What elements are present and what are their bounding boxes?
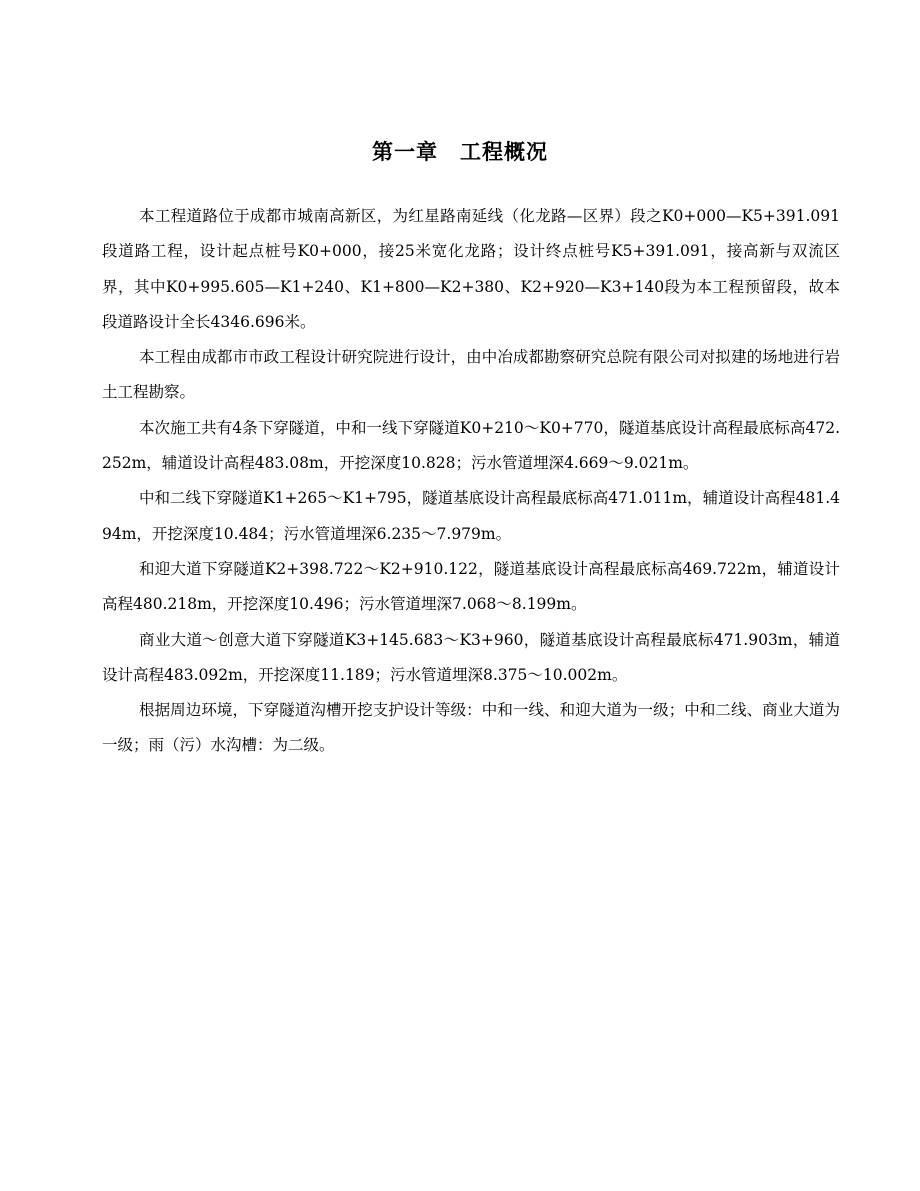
paragraph-tunnel-zhonghe-line-1: 本次施工共有4条下穿隧道，中和一线下穿隧道K0+210～K0+770，隧道基底设计高程最底标高472.252m，辅道设计高程483.08m，开挖深度10.828；污水管道埋深4.669～9.021m。 <box>102 418 840 473</box>
paragraph-tunnel-shangye-chuangyi: 商业大道～创意大道下穿隧道K3+145.683～K3+960，隧道基底设计高程最底标471.903m，辅道设计高程483.092m，开挖深度11.189；污水管道埋深8.375～10.002m。 <box>102 630 840 684</box>
paragraph-tunnel-heying-avenue: 和迎大道下穿隧道K2+398.722～K2+910.122，隧道基底设计高程最底标高469.722m，辅道设计高程480.218m，开挖深度10.496；污水管道埋深7.068～8.199m。 <box>102 559 840 614</box>
paragraph-support-design-grade: 根据周边环境，下穿隧道沟槽开挖支护设计等级：中和一线、和迎大道为一级；中和二线、商业大道为一级；雨（污）水沟槽：为二级。 <box>102 701 840 755</box>
paragraph-project-location: 本工程道路位于成都市城南高新区，为红星路南延线（化龙路—区界）段之K0+000—K5+391.091段道路工程，设计起点桩号K0+000，接25米宽化龙路；设计终点桩号K5+391.091，接高新与双流区界，其中K0+995.605—K1+240、K1+800—K2+380、K2+920—K3+140段为本工程预留段，故本段道路设计全长4346.696米。 <box>102 207 840 331</box>
paragraph-tunnel-zhonghe-line-2: 中和二线下穿隧道K1+265～K1+795，隧道基底设计高程最底标高471.011m，辅道设计高程481.494m，开挖深度10.484；污水管道埋深6.235～7.979m。 <box>102 489 840 543</box>
paragraph-design-and-survey: 本工程由成都市市政工程设计研究院进行设计，由中冶成都勘察研究总院有限公司对拟建的场地进行岩土工程勘察。 <box>102 348 840 402</box>
body-text <box>102 199 840 764</box>
chapter-title: 第一章 工程概况 <box>372 140 548 164</box>
